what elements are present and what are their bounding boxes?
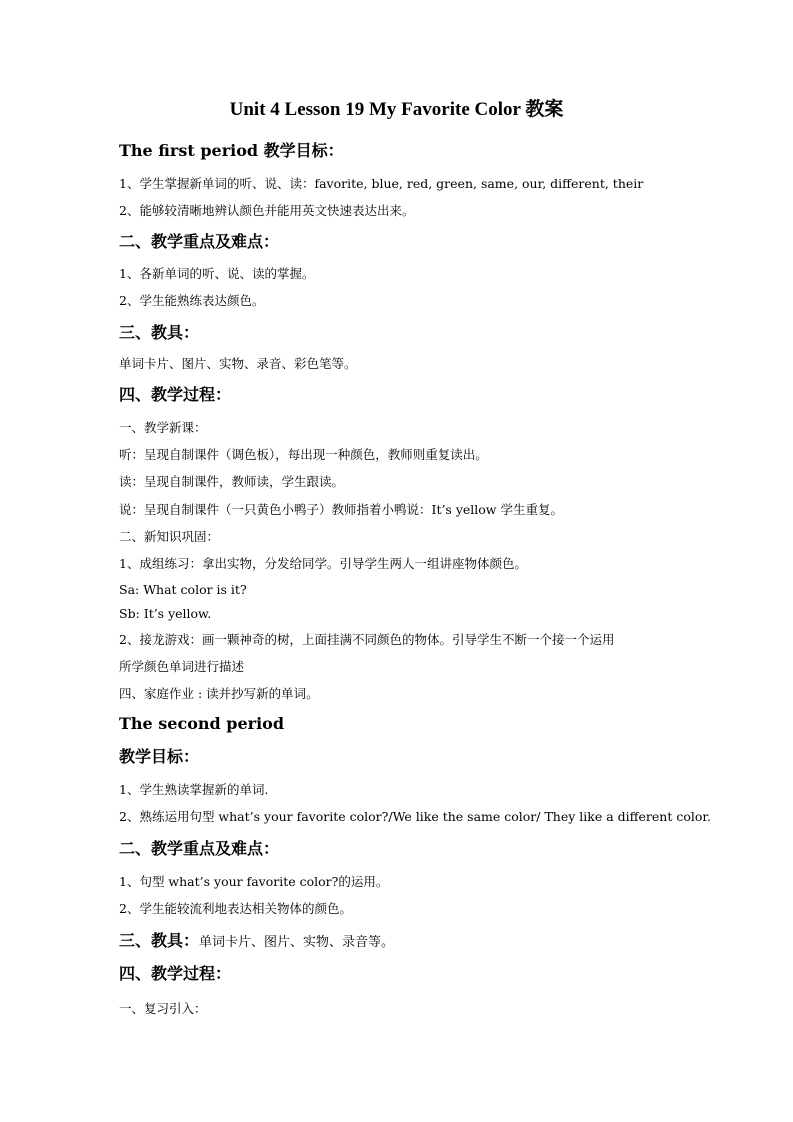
second-period-key-point-2: 2、学生能较流利地表达相关物体的颜色。 [119, 901, 352, 916]
second-period-goal-1: 1、学生熟读掌握新的单词. [119, 782, 269, 797]
first-period-read: 读：呈现自制课件，教师读，学生跟读。 [119, 474, 345, 489]
second-period-key-point-1: 1、句型 what’s your favorite color?的运用。 [119, 874, 389, 889]
first-period-tools-text: 单词卡片、图片、实物、录音、彩色笔等。 [119, 356, 357, 371]
first-period-key-point-2: 2、学生能熟练表达颜色。 [119, 293, 265, 308]
first-period-homework: 四、家庭作业 : 读并抄写新的单词。 [119, 686, 319, 701]
first-period-key-point-1: 1、各新单词的听、说、读的掌握。 [119, 266, 315, 281]
first-period-step-consolidation: 二、新知识巩固： [119, 529, 220, 544]
first-period-step-new-lesson: 一、教学新课： [119, 420, 207, 435]
first-period-dialog-sa: Sa: What color is it? [119, 582, 247, 597]
second-period-goal-2: 2、熟练运用句型 what’s your favorite color?/We like the same color/ They like a different color. [119, 809, 711, 824]
second-period-tools-text: 单词卡片、图片、实物、录音等。 [199, 935, 395, 950]
first-period-game-line-2: 所学颜色单词进行描述 [119, 659, 245, 674]
first-period-process-heading: 四、教学过程： [119, 385, 232, 404]
second-period-step-review: 一、复习引入： [119, 1001, 207, 1016]
second-period-heading: The second period [119, 714, 285, 733]
first-period-say: 说：呈现自制课件（一只黄色小鸭子）教师指着小鸭说：It’s yellow 学生重复。 [119, 502, 563, 517]
first-period-tools-heading: 三、教具： [119, 323, 200, 342]
second-period-tools-heading: 三、教具： [119, 931, 200, 950]
second-period-tools-line [119, 929, 394, 955]
first-period-key-points-heading: 二、教学重点及难点： [119, 232, 280, 251]
first-period-dialog-sb: Sb: It’s yellow. [119, 606, 212, 621]
second-period-key-points-heading: 二、教学重点及难点： [119, 839, 280, 858]
second-period-process-heading: 四、教学过程： [119, 964, 232, 983]
first-period-group-practice: 1、成组练习：拿出实物，分发给同学。引导学生两人一组讲座物体颜色。 [119, 556, 527, 571]
first-period-heading: The first period 教学目标： [119, 141, 344, 160]
first-period-goal-1: 1、学生掌握新单词的听、说、读：favorite, blue, red, green, same, our, different, their [119, 176, 644, 191]
second-period-goals-heading: 教学目标： [119, 747, 200, 766]
document-title: Unit 4 Lesson 19 My Favorite Color 教案 [229, 99, 564, 120]
first-period-game-line-1: 2、接龙游戏：画一颗神奇的树，上面挂满不同颜色的物体。引导学生不断一个接一个运用 [119, 632, 615, 647]
first-period-listen: 听：呈现自制课件（调色板），每出现一种颜色，教师则重复读出。 [119, 447, 488, 462]
first-period-goal-2: 2、能够较清晰地辨认颜色并能用英文快速表达出来。 [119, 203, 415, 218]
